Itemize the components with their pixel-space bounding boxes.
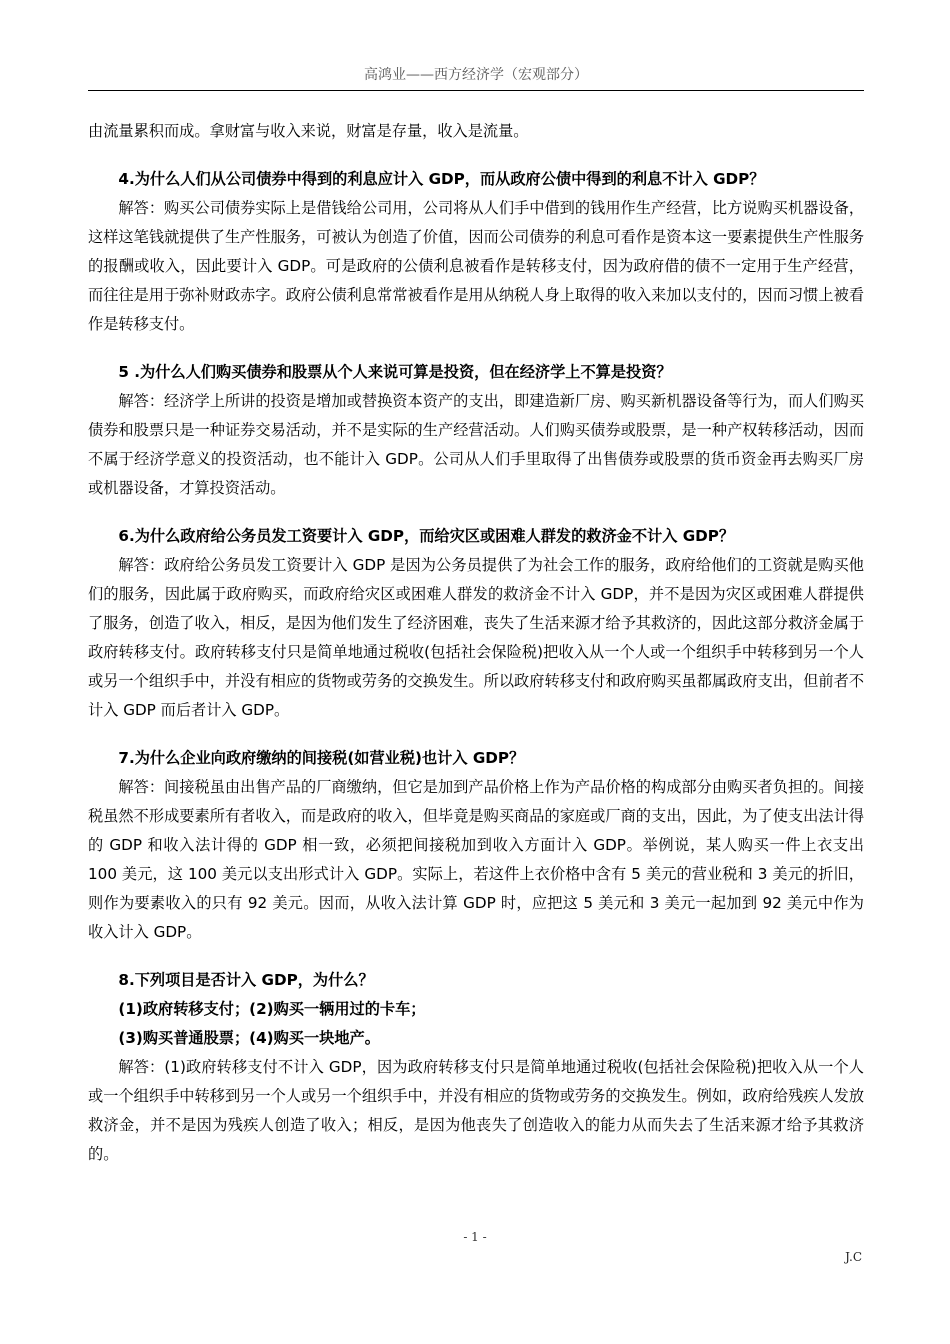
answer-5: 解答：经济学上所讲的投资是增加或替换资本资产的支出，即建造新厂房、购买新机器设备等行为，而人们购买债券和股票只是一种证券交易活动，并不是实际的生产经营活动。人们购买债券或股票，是一种产权转移活动，因而不属于经济学意义的投资活动，也不能计入 GDP。公司从人们手里取得了出售债券或股票的货币资金再去购买厂房或机器设备，才算投资活动。 (88, 392, 864, 497)
question-5: 5 .为什么人们购买债券和股票从个人来说可算是投资，但在经济学上不算是投资？ (118, 363, 672, 381)
header-title: 高鸿业——西方经济学（宏观部分） (364, 67, 588, 83)
page-number: - 1 - (463, 1230, 487, 1244)
footer-mark: J.C (845, 1250, 862, 1264)
answer-7: 解答：间接税虽由出售产品的厂商缴纳，但它是加到产品价格上作为产品价格的构成部分由购买者负担的。间接税虽然不形成要素所有者收入，而是政府的收入，但毕竟是购买商品的家庭或厂商的支出，因此，为了使支出法计得的 GDP 和收入法计得的 GDP 相一致，必须把间接税加到收入方面计入 GDP。举例说，某人购买一件上衣支出 100 美元，这 100 美元以支出形式计入 GDP。实际上，若这件上衣价格中含有 5 美元的营业税和 3 美元的折旧，则作为要素收入的只有 92 美元。因而，从收入法计算 GDP 时，应把这 5 美元和 3 美元一起加到 92 美元中作为收入计入 GDP。 (88, 778, 864, 941)
question-4: 4.为什么人们从公司债券中得到的利息应计入 GDP，而从政府公债中得到的利息不计入 GDP？ (118, 170, 765, 188)
question-8: 8.下列项目是否计入 GDP，为什么？ (118, 971, 374, 989)
intro-paragraph: 由流量累积而成。拿财富与收入来说，财富是存量，收入是流量。 (88, 122, 529, 140)
answer-8: 解答：(1)政府转移支付不计入 GDP，因为政府转移支付只是简单地通过税收(包括社会保险税)把收入从一个人或一个组织手中转移到另一个人或另一个组织手中，并没有相应的货物或劳务的交换发生。例如，政府给残疾人发放救济金，并不是因为残疾人创造了收入；相反，是因为他丧失了创造收入的能力从而失去了生活来源才给予其救济的。 (88, 1058, 864, 1163)
answer-4: 解答：购买公司债券实际上是借钱给公司用，公司将从人们手中借到的钱用作生产经营，比方说购买机器设备，这样这笔钱就提供了生产性服务，可被认为创造了价值，因而公司债券的利息可看作是资本这一要素提供生产性服务的报酬或收入，因此要计入 GDP。可是政府的公债利息被看作是转移支付，因为政府借的债不一定用于生产经营，而往往是用于弥补财政赤字。政府公债利息常常被看作是用从纳税人身上取得的收入来加以支付的，因而习惯上被看作是转移支付。 (88, 199, 864, 333)
page-header (88, 64, 864, 91)
question-8-items-line-2: (3)购买普通股票；(4)购买一块地产。 (118, 1029, 380, 1047)
document-body (88, 117, 864, 1169)
question-8-items-line-1: (1)政府转移支付；(2)购买一辆用过的卡车； (118, 1000, 426, 1018)
answer-6: 解答：政府给公务员发工资要计入 GDP 是因为公务员提供了为社会工作的服务，政府给他们的工资就是购买他们的服务，因此属于政府购买，而政府给灾区或困难人群发的救济金不计入 GDP，并不是因为灾区或困难人群提供了服务，创造了收入，相反，是因为他们发生了经济困难，丧失了生活来源才给予其救济的，因此这部分救济金属于政府转移支付。政府转移支付只是简单地通过税收(包括社会保险税)把收入从一个人或一个组织手中转移到另一个人或另一个组织手中，并没有相应的货物或劳务的交换发生。所以政府转移支付和政府购买虽都属政府支出，但前者不计入 GDP 而后者计入 GDP。 (88, 556, 864, 719)
question-7: 7.为什么企业向政府缴纳的间接税(如营业税)也计入 GDP？ (118, 749, 525, 767)
question-6: 6.为什么政府给公务员发工资要计入 GDP，而给灾区或困难人群发的救济金不计入 GDP？ (118, 527, 735, 545)
